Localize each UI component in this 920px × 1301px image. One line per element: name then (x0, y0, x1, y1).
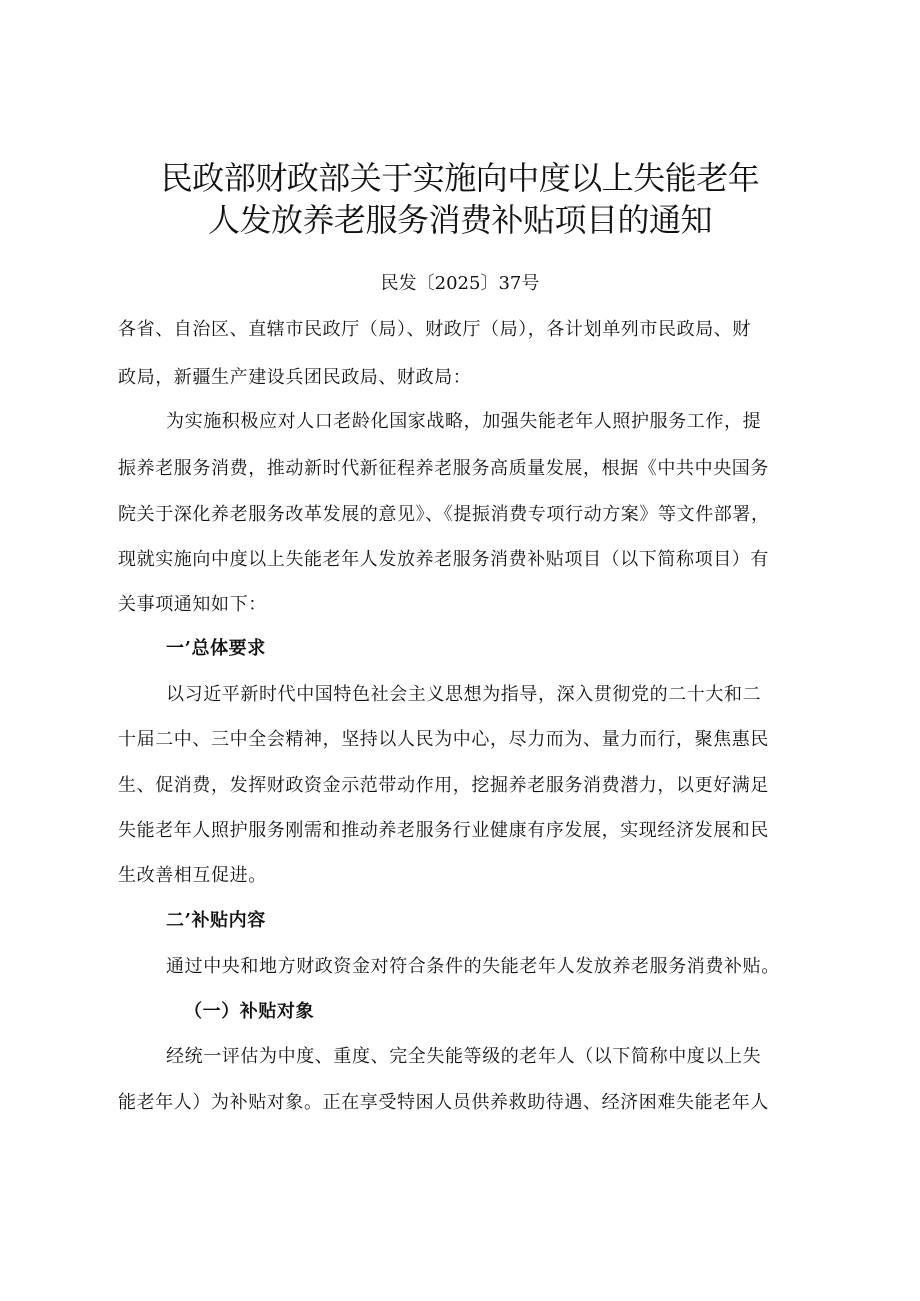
subsection-1-heading: （一）补贴对象 (184, 1001, 315, 1022)
section-1-line-1: 以习近平新时代中国特色社会主义思想为指导，深入贯彻党的二十大和二 (166, 684, 762, 705)
subsection-1-line-1: 经统一评估为中度、重度、完全失能等级的老年人（以下简称中度以上失 (166, 1046, 762, 1067)
intro-line-4: 现就实施向中度以上失能老年人发放养老服务消费补贴项目（以下简称项目）有 (118, 549, 769, 570)
intro-line-1: 为实施积极应对人口老龄化国家战略，加强失能老年人照护服务工作，提 (166, 411, 762, 432)
intro-line-3: 院关于深化养老服务改革发展的意见》、《提振消费专项行动方案》等文件部署， (118, 504, 770, 525)
document-title-line-1: 民政部财政部关于实施向中度以上失能老年 (160, 159, 760, 197)
section-1-line-4: 失能老年人照护服务刚需和推动养老服务行业健康有序发展，实现经济发展和民 (118, 820, 769, 841)
intro-line-5: 关事项通知如下： (118, 594, 267, 615)
salutation-line-2: 政局，新疆生产建设兵团民政局、财政局： (118, 367, 472, 388)
document-number: 民发〔2025〕37号 (380, 273, 540, 294)
salutation-line-1: 各省、自治区、直辖市民政厅（局）、财政厅（局），各计划单列市民政局、财 (118, 319, 751, 340)
section-1-line-5: 生改善相互促进。 (118, 865, 267, 886)
section-1-line-2: 十届二中、三中全会精神，坚持以人民为中心，尽力而为、量力而行，聚焦惠民 (118, 729, 769, 750)
section-1-heading: 一’总体要求 (166, 638, 266, 659)
section-2-line: 通过中央和地方财政资金对符合条件的失能老年人发放养老服务消费补贴。 (166, 956, 780, 977)
section-2-heading: 二’补贴内容 (166, 910, 266, 931)
section-1-line-3: 生、促消费，发挥财政资金示范带动作用，挖掘养老服务消费潜力，以更好满足 (118, 775, 769, 796)
document-title-line-2: 人发放养老服务消费补贴项目的通知 (207, 201, 712, 239)
subsection-1-line-2: 能老年人）为补贴对象。正在享受特困人员供养救助待遇、经济困难失能老年人 (118, 1092, 769, 1113)
intro-line-2: 振养老服务消费，推动新时代新征程养老服务高质量发展，根据《中共中央国务 (118, 458, 769, 479)
